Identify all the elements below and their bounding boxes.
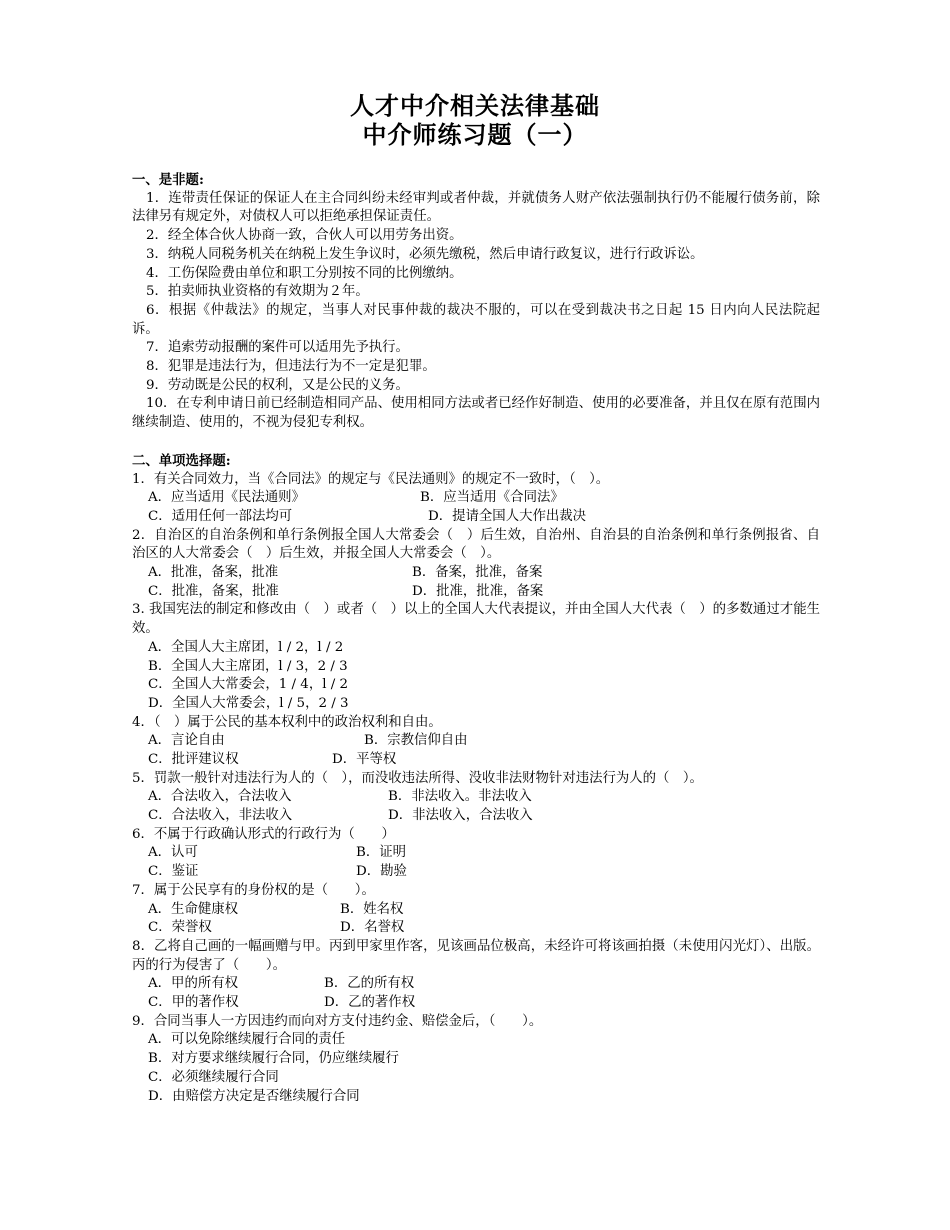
- option-b: B．应当适用《合同法》: [420, 490, 564, 506]
- option-b: B．乙的所有权: [324, 976, 415, 992]
- option-d: D．提请全国人大作出裁决: [428, 508, 587, 524]
- option-b: B．非法收入。非法收入: [388, 789, 532, 805]
- question-text: 5．罚款一般针对违法行为人的（ ），而没收违法所得、没收非法财物针对违法行为人的（ ）。: [132, 770, 703, 786]
- option-d: D．由赔偿方决定是否继续履行合同: [148, 1088, 360, 1104]
- true-false-item: 2．经全体合伙人协商一致，合伙人可以用劳务出资。: [146, 228, 463, 244]
- option-row: [132, 994, 820, 1013]
- option-row: [132, 863, 820, 882]
- option-d: D．批准，批准，备案: [412, 583, 544, 599]
- option-b: B．证明: [356, 845, 407, 861]
- option-d: D．全国人大常委会，l / 5，2 / 3: [148, 695, 349, 711]
- option-row: [132, 975, 820, 994]
- option-c: C．荣誉权: [148, 920, 212, 936]
- true-false-item: 6．根据《仲裁法》的规定，当事人对民事仲裁的裁决不服的，可以在受到裁决书之日起 15 日内向人民法院起诉。: [132, 302, 820, 337]
- option-a: A．可以免除继续履行合同的责任: [148, 1032, 346, 1048]
- option-row: [132, 751, 820, 770]
- option-row: [132, 564, 820, 583]
- question-text: 3. 我国宪法的制定和修改由（ ）或者（ ）以上的全国人大代表提议，并由全国人大代表（ ）的多数通过才能生效。: [132, 602, 820, 637]
- option-c: C．鉴证: [148, 864, 199, 880]
- option-d: D．平等权: [332, 752, 397, 768]
- question-text: 9．合同当事人一方因违约而向对方支付违约金、赔偿金后，（ ）。: [132, 1013, 543, 1029]
- option-row: [132, 901, 820, 920]
- document-title: 人才中介相关法律基础: [350, 92, 600, 120]
- true-false-item: 7．追索劳动报酬的案件可以适用先予执行。: [146, 340, 409, 356]
- option-c: C．批准，备案，批准: [148, 583, 279, 599]
- option-a: A．言论自由: [148, 733, 225, 749]
- option-a: A．生命健康权: [148, 901, 239, 917]
- section-heading-single-choice: 二、单项选择题:: [132, 452, 231, 469]
- question-text: 7．属于公民享有的身份权的是（ ）。: [132, 882, 375, 898]
- question-text: 2．自治区的自治条例和单行条例报全国人大常委会（ ）后生效，自治州、自治县的自治条例和单行条例报省、自治区的人大常委会（ ）后生效，并报全国人大常委会（ ）。: [132, 527, 820, 562]
- option-d: D．勘验: [356, 864, 407, 880]
- option-c: C．合法收入，非法收入: [148, 808, 293, 824]
- true-false-item: 3．纳税人同税务机关在纳税上发生争议时，必须先缴税，然后申请行政复议，进行行政诉讼。: [146, 246, 704, 262]
- document-subtitle: 中介师练习题（一）: [362, 121, 588, 149]
- option-row: [132, 732, 820, 751]
- option-b: B．姓名权: [340, 901, 404, 917]
- question-text: 6．不属于行政确认形式的行政行为（ ）: [132, 826, 395, 842]
- option-d: D．乙的著作权: [324, 995, 416, 1011]
- option-row: [132, 919, 820, 938]
- true-false-item: 9．劳动既是公民的权利，又是公民的义务。: [146, 377, 409, 393]
- true-false-item: 10．在专利申请日前已经制造相同产品、使用相同方法或者已经作好制造、使用的必要准备，并且仅在原有范围内继续制造、使用的，不视为侵犯专利权。: [132, 396, 820, 431]
- true-false-item: 4．工伤保险费由单位和职工分别按不同的比例缴纳。: [146, 265, 463, 281]
- option-a: A．批准，备案，批准: [148, 565, 279, 581]
- option-row: [132, 844, 820, 863]
- option-b: B．全国人大主席团，l / 3，2 / 3: [148, 658, 348, 674]
- option-row: [132, 489, 820, 508]
- option-c: C．适用任何一部法均可: [148, 508, 293, 524]
- option-c: C．甲的著作权: [148, 995, 239, 1011]
- option-c: C．全国人大常委会，1 / 4，l / 2: [148, 677, 349, 693]
- option-b: B．备案，批准，备案: [412, 565, 543, 581]
- option-row: [132, 508, 820, 527]
- option-b: B．对方要求继续履行合同，仍应继续履行: [148, 1051, 399, 1067]
- option-row: [132, 583, 820, 602]
- option-a: A．全国人大主席团，l / 2，l / 2: [148, 639, 344, 655]
- true-false-item: 5．拍卖师执业资格的有效期为２年。: [146, 284, 369, 300]
- document-body: [132, 171, 820, 1106]
- option-c: C．必须继续履行合同: [148, 1069, 279, 1085]
- option-d: D．非法收入，合法收入: [388, 808, 533, 824]
- option-c: C．批评建议权: [148, 752, 239, 768]
- true-false-item: 8．犯罪是违法行为，但违法行为不一定是犯罪。: [146, 359, 436, 375]
- question-text: 1．有关合同效力，当《合同法》的规定与《民法通则》的规定不一致时，（ ）。: [132, 471, 610, 487]
- option-a: A．应当适用《民法通则》: [148, 490, 305, 506]
- option-a: A．甲的所有权: [148, 976, 239, 992]
- option-a: A．认可: [148, 845, 198, 861]
- section-heading-true-false: 一、是非题:: [132, 172, 204, 188]
- option-row: [132, 788, 820, 807]
- true-false-item: 1．连带责任保证的保证人在主合同纠纷未经审判或者仲裁，并就债务人财产依法强制执行仍不能履行债务前，除法律另有规定外，对债权人可以拒绝承担保证责任。: [132, 190, 820, 225]
- option-d: D．名誉权: [340, 920, 405, 936]
- option-a: A．合法收入，合法收入: [148, 789, 292, 805]
- section-spacer: [132, 433, 820, 452]
- question-text: 8．乙将自己画的一幅画赠与甲。丙到甲家里作客，见该画品位极高，未经许可将该画拍摄（未使用闪光灯）、出版。丙的行为侵害了（ ）。: [132, 938, 820, 973]
- question-text: 4．（ ）属于公民的基本权利中的政治权利和自由。: [132, 714, 442, 730]
- option-row: [132, 807, 820, 826]
- option-b: B．宗教信仰自由: [364, 733, 468, 749]
